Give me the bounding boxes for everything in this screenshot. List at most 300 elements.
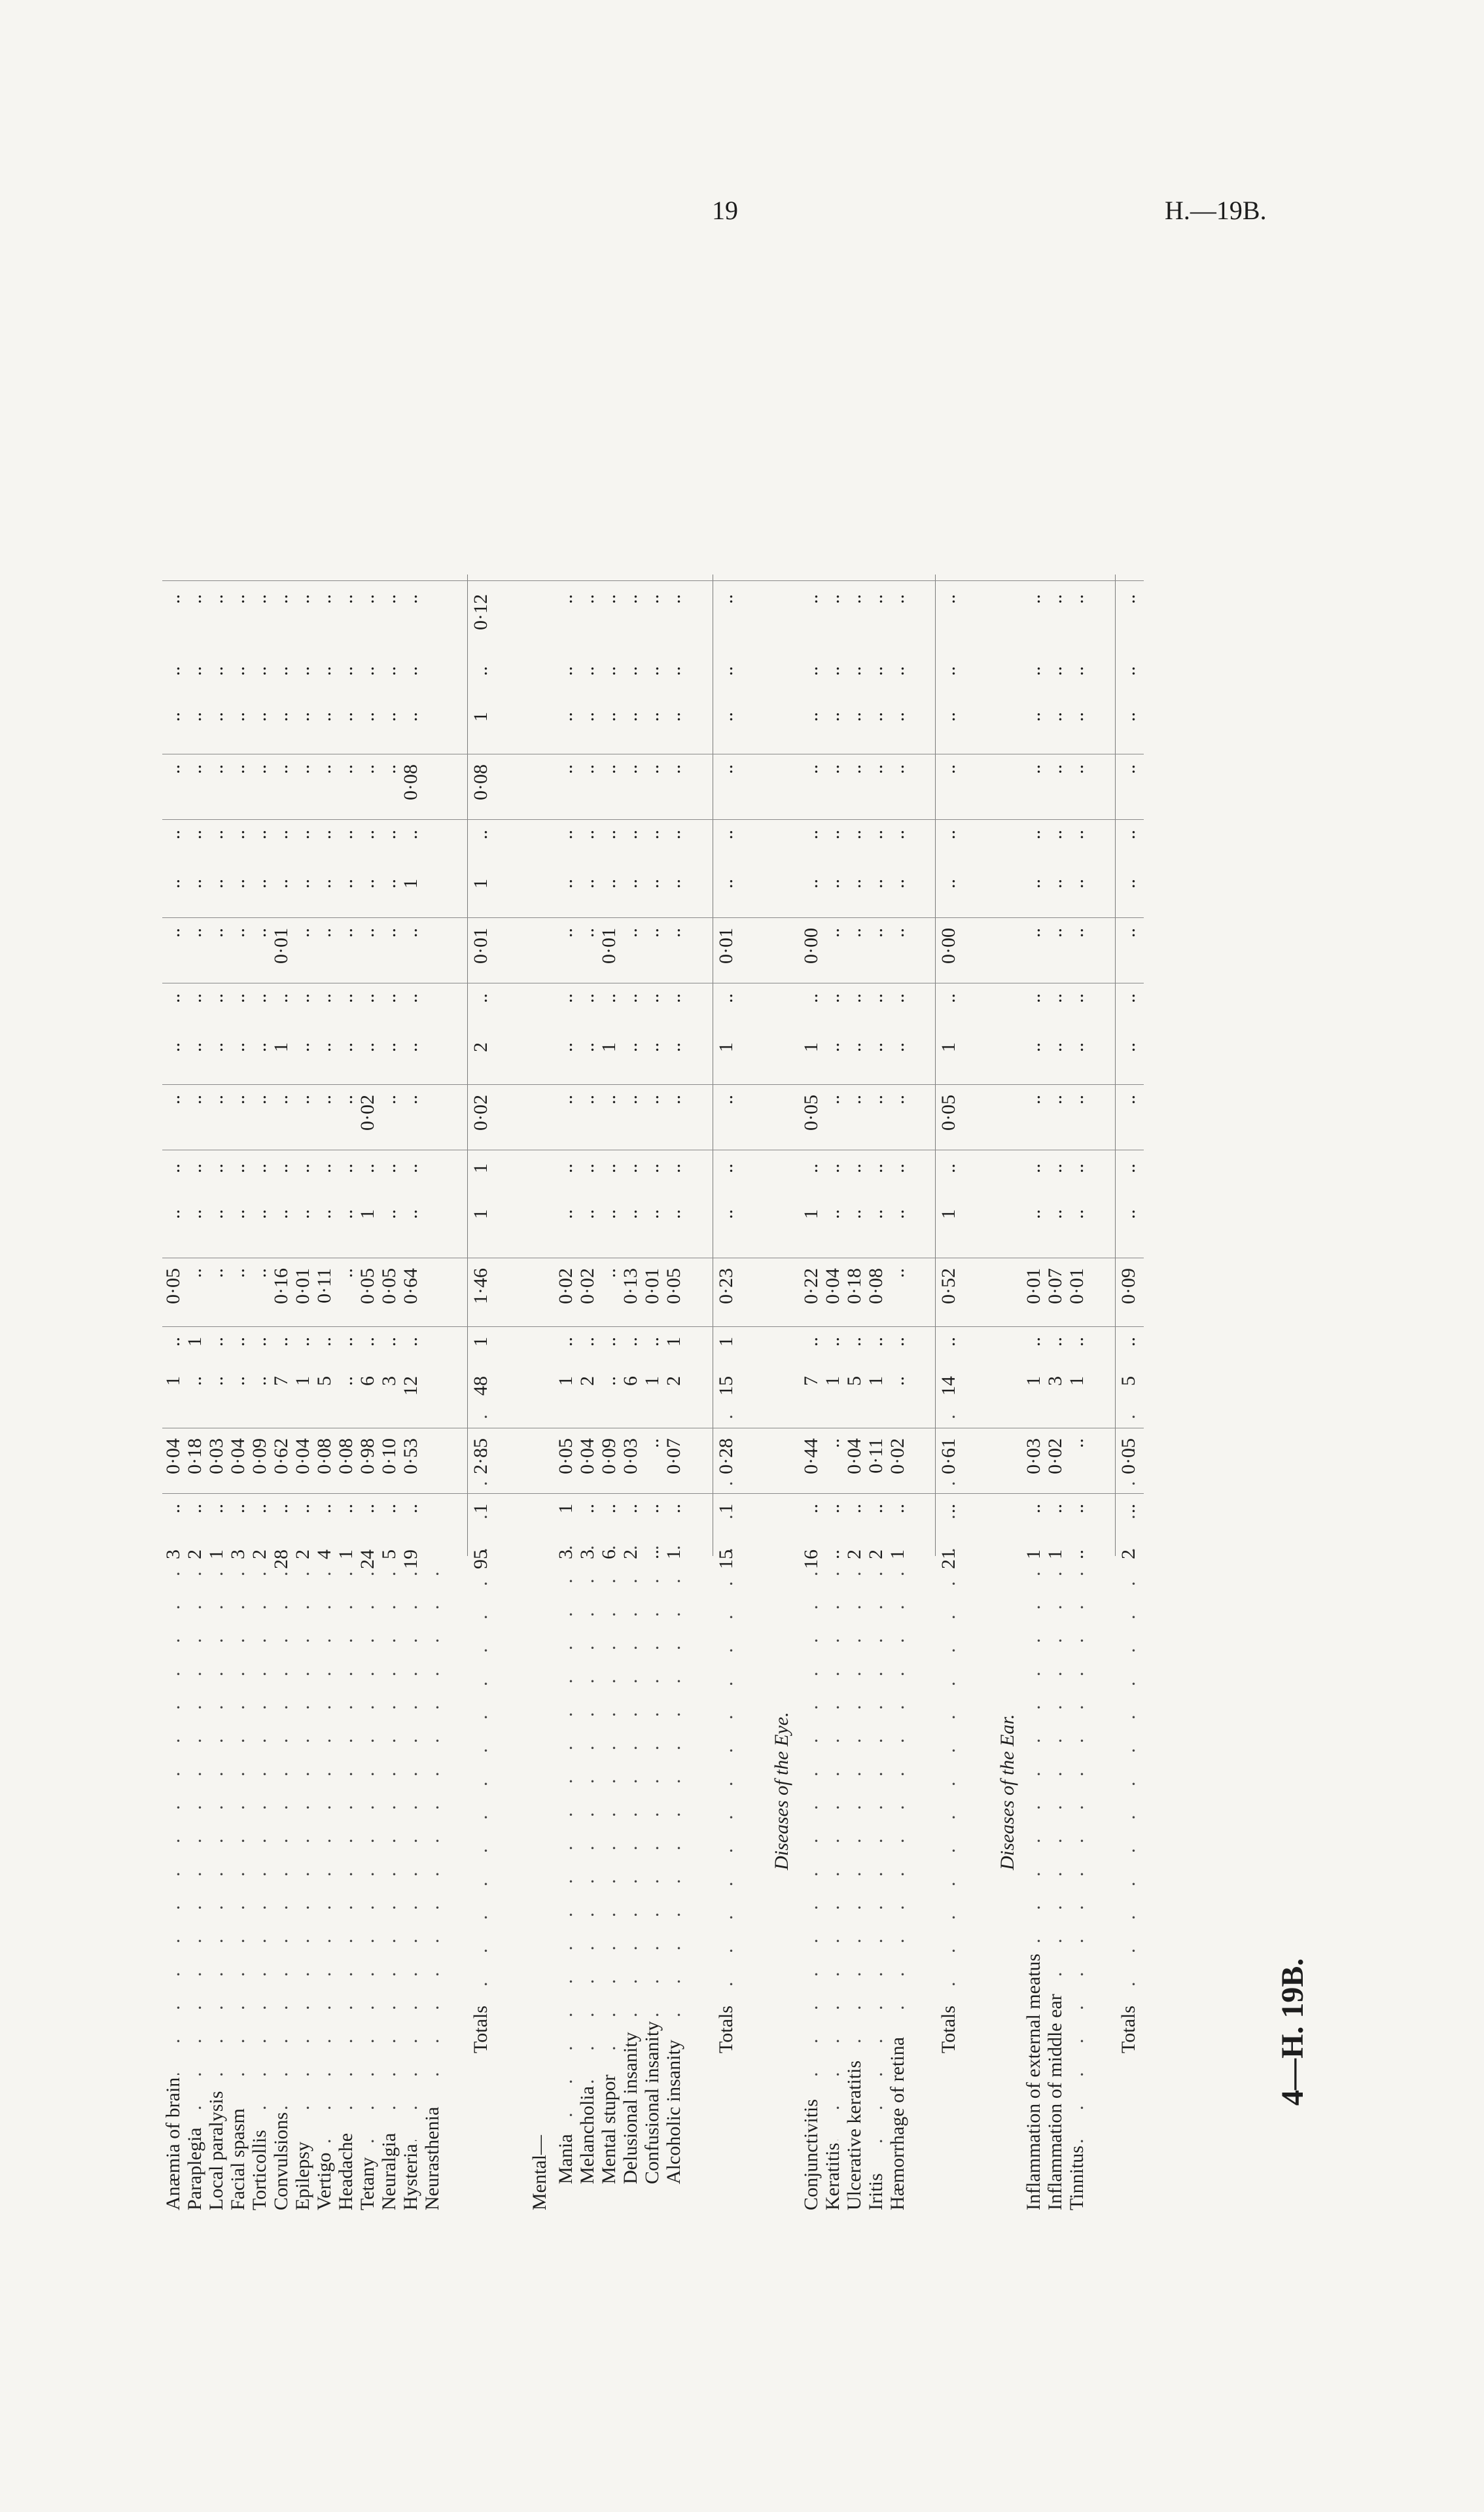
table-cell: .. xyxy=(1023,1337,1044,1347)
table-cell: 1 xyxy=(1066,1376,1087,1386)
table-cell: 0·05 xyxy=(162,1268,184,1304)
table-cell: 0·01 xyxy=(715,928,737,964)
table-cell: .. xyxy=(357,1337,378,1347)
table-cell: .. xyxy=(270,879,292,889)
table-cell: 28 xyxy=(270,1549,292,1569)
row-label xyxy=(313,1569,335,2210)
table-cell: .. xyxy=(663,1504,684,1513)
table-cell: .. xyxy=(1118,666,1139,676)
table-cell: .. xyxy=(1118,712,1139,722)
table-cell: 0·62 xyxy=(270,1438,292,1474)
table-cell: .. xyxy=(715,1163,737,1173)
table-cell: .. xyxy=(1023,1042,1044,1052)
row-label-text: Mental— xyxy=(529,2132,550,2210)
table-cell: 3 xyxy=(378,1376,400,1386)
table-cell: 0·01 xyxy=(292,1268,313,1304)
table-cell: .. xyxy=(227,1209,249,1219)
table-cell: .. xyxy=(335,1268,357,1278)
table-cell: .. xyxy=(292,1209,313,1219)
table-cell: .. xyxy=(1023,1095,1044,1105)
table-cell: .. xyxy=(843,1504,865,1513)
table-cell: .. xyxy=(663,1095,684,1105)
table-cell: .. xyxy=(641,1095,663,1105)
table-cell: .. xyxy=(357,928,378,938)
table-cell: .. xyxy=(938,1163,959,1173)
table-cell: .. xyxy=(1044,928,1066,938)
table-cell: .. xyxy=(313,666,335,676)
table-cell: .. xyxy=(227,928,249,938)
table-cell: .. xyxy=(1118,879,1139,889)
table-cell: .. xyxy=(887,1042,908,1052)
row-label xyxy=(249,1569,270,2210)
table-cell: .. xyxy=(620,1209,641,1219)
table-cell: .. xyxy=(555,928,576,938)
table-cell: 0·04 xyxy=(162,1438,184,1474)
table-cell: .. xyxy=(822,993,843,1003)
table-cell: 0·05 xyxy=(800,1095,822,1131)
table-cell: .. xyxy=(938,1504,959,1513)
table-cell: .. xyxy=(184,1376,205,1386)
row-label-text: Paraplegia xyxy=(184,2125,205,2210)
table-cell: .. xyxy=(335,1504,357,1513)
table-cell: .. xyxy=(1118,830,1139,840)
row-label xyxy=(576,1543,598,2184)
table-cell: .. xyxy=(887,594,908,604)
table-cell: .. xyxy=(938,993,959,1003)
table-cell: .. xyxy=(313,830,335,840)
table-cell: .. xyxy=(162,594,184,604)
table-cell: .. xyxy=(378,712,400,722)
table-cell: .. xyxy=(205,1504,227,1513)
table-cell: .. xyxy=(620,928,641,938)
table-cell: .. xyxy=(249,928,270,938)
table-cell: 0·05 xyxy=(357,1268,378,1304)
table-cell: .. xyxy=(1066,1438,1087,1448)
table-cell: .. xyxy=(1023,1209,1044,1219)
table-cell: 2 xyxy=(843,1549,865,1559)
table-cell: 3 xyxy=(162,1549,184,1559)
table-cell: 21 xyxy=(938,1549,959,1569)
row-label-text: Iritis xyxy=(865,2170,887,2210)
table-cell: 5 xyxy=(1118,1376,1139,1386)
row-label-text: Local paralysis xyxy=(205,2089,227,2210)
table-cell: .. xyxy=(715,879,737,889)
table-cell: .. xyxy=(1118,1504,1139,1513)
table-cell: 14 xyxy=(938,1376,959,1396)
table-cell: .. xyxy=(800,993,822,1003)
table-cell: .. xyxy=(620,879,641,889)
table-cell: .. xyxy=(249,1095,270,1105)
row-label-text: Inflammation of middle ear xyxy=(1044,1991,1066,2210)
table-cell: .. xyxy=(270,993,292,1003)
row-label xyxy=(620,1543,641,2184)
table-cell: .. xyxy=(335,1163,357,1173)
table-cell: 2 xyxy=(865,1549,887,1559)
table-cell: .. xyxy=(555,1163,576,1173)
row-label-text: Tetany xyxy=(357,2155,378,2210)
table-cell: 1 xyxy=(470,879,491,889)
table-cell: .. xyxy=(822,666,843,676)
table-cell: .. xyxy=(313,1163,335,1173)
table-cell: 1 xyxy=(270,1042,292,1052)
table-cell: 5 xyxy=(843,1376,865,1386)
table-cell: .. xyxy=(1066,764,1087,774)
table-cell: .. xyxy=(400,712,421,722)
table-cell: .. xyxy=(1023,830,1044,840)
table-cell: .. xyxy=(663,764,684,774)
table-cell: 0·23 xyxy=(715,1268,737,1304)
table-cell: .. xyxy=(470,830,491,840)
table-cell: .. xyxy=(865,1504,887,1513)
table-cell: .. xyxy=(843,928,865,938)
table-cell: 0·09 xyxy=(249,1438,270,1474)
table-cell: 2 xyxy=(249,1549,270,1559)
table-cell: .. xyxy=(576,1095,598,1105)
table-cell: .. xyxy=(1118,1337,1139,1347)
table-cell: .. xyxy=(184,1268,205,1278)
table-cell: 1 xyxy=(470,712,491,722)
table-cell: .. xyxy=(576,993,598,1003)
table-cell: 1 xyxy=(400,879,421,889)
table-cell: .. xyxy=(822,764,843,774)
table-cell: .. xyxy=(205,879,227,889)
table-cell: .. xyxy=(887,928,908,938)
table-cell: .. xyxy=(184,1095,205,1105)
table-cell: .. xyxy=(162,1504,184,1513)
table-cell: 0·02 xyxy=(887,1438,908,1474)
table-cell: 0·04 xyxy=(292,1438,313,1474)
table-cell: .. xyxy=(313,712,335,722)
row-label-text: Vertigo xyxy=(313,2150,335,2210)
table-cell: .. xyxy=(1044,1163,1066,1173)
table-cell: .. xyxy=(663,879,684,889)
table-cell: 1 xyxy=(1023,1376,1044,1386)
table-cell: 12 xyxy=(400,1376,421,1396)
table-cell: .. xyxy=(1044,1209,1066,1219)
row-label xyxy=(800,1569,822,2210)
table-cell: .. xyxy=(162,1337,184,1347)
table-cell: 1·46 xyxy=(470,1268,491,1304)
table-cell: .. xyxy=(335,830,357,840)
table-cell: .. xyxy=(598,1337,620,1347)
table-cell: .. xyxy=(865,1042,887,1052)
table-cell: .. xyxy=(1023,879,1044,889)
table-cell: .. xyxy=(292,1163,313,1173)
table-cell: 15 xyxy=(715,1549,737,1569)
table-cell: 0·03 xyxy=(205,1438,227,1474)
table-cell: .. xyxy=(1118,1042,1139,1052)
table-cell: .. xyxy=(270,1504,292,1513)
table-cell: 0·08 xyxy=(400,764,421,800)
row-label xyxy=(1066,1569,1087,2210)
table-cell: .. xyxy=(800,1504,822,1513)
row-label xyxy=(641,1543,663,2184)
table-cell: .. xyxy=(822,712,843,722)
table-cell: 0·03 xyxy=(1023,1438,1044,1474)
table-cell: .. xyxy=(335,1376,357,1386)
row-label-text: Facial spasm xyxy=(227,2106,249,2210)
table-cell: .. xyxy=(715,993,737,1003)
table-cell: 2 xyxy=(184,1549,205,1559)
column-rule xyxy=(162,1493,1144,1494)
table-cell: .. xyxy=(162,1095,184,1105)
table-cell: .. xyxy=(227,1337,249,1347)
table-cell: .. xyxy=(378,1337,400,1347)
table-cell: .. xyxy=(162,1209,184,1219)
table-cell: .. xyxy=(620,666,641,676)
table-cell: .. xyxy=(357,1504,378,1513)
table-cell: .. xyxy=(938,594,959,604)
table-cell: .. xyxy=(576,594,598,604)
table-cell: 0·01 xyxy=(270,928,292,964)
table-cell: 5 xyxy=(378,1549,400,1559)
table-cell: .. xyxy=(887,1376,908,1386)
table-cell: .. xyxy=(620,1504,641,1513)
table-cell: 0·52 xyxy=(938,1268,959,1304)
table-cell: 1 xyxy=(205,1549,227,1559)
table-cell: .. xyxy=(205,1095,227,1105)
table-cell: .. xyxy=(1044,712,1066,722)
table-cell: .. xyxy=(162,764,184,774)
table-cell: .. xyxy=(184,928,205,938)
table-cell: 0·08 xyxy=(470,764,491,800)
table-cell: .. xyxy=(205,1042,227,1052)
table-cell: .. xyxy=(620,1095,641,1105)
table-cell: 1 xyxy=(715,1337,737,1347)
table-cell: .. xyxy=(400,1337,421,1347)
rotated-table-region xyxy=(162,247,1310,2210)
table-cell: .. xyxy=(227,1376,249,1386)
table-cell: .. xyxy=(663,993,684,1003)
table-cell: .. xyxy=(292,712,313,722)
row-label-text: Mental stupor xyxy=(598,2072,620,2184)
table-cell: .. xyxy=(205,1209,227,1219)
row-label xyxy=(887,1569,908,2210)
table-cell: .. xyxy=(641,712,663,722)
table-cell: .. xyxy=(205,712,227,722)
totals-rule xyxy=(467,575,468,1556)
row-label xyxy=(663,1543,684,2184)
table-cell: .. xyxy=(184,712,205,722)
table-cell: .. xyxy=(598,594,620,604)
table-cell: .. xyxy=(865,928,887,938)
footer-reference: 4—H. 19B. xyxy=(1275,1958,1310,2106)
table-cell: .. xyxy=(800,712,822,722)
row-label xyxy=(357,1569,378,2210)
table-cell: .. xyxy=(555,1337,576,1347)
row-label-text: Hæmorrhage of retina xyxy=(887,2034,908,2210)
table-cell: .. xyxy=(357,712,378,722)
table-cell: 2 xyxy=(292,1549,313,1559)
table-cell: .. xyxy=(313,993,335,1003)
table-cell: .. xyxy=(843,712,865,722)
table-cell: .. xyxy=(822,1163,843,1173)
table-cell: 0·01 xyxy=(470,928,491,964)
row-label-text: Totals xyxy=(938,2003,959,2053)
table-cell: .. xyxy=(1044,1337,1066,1347)
row-label xyxy=(1023,1569,1044,2210)
table-cell: 0·13 xyxy=(620,1268,641,1304)
table-cell: .. xyxy=(270,1163,292,1173)
row-label-text: Totals xyxy=(470,2003,491,2053)
table-cell: 1 xyxy=(470,1209,491,1219)
table-cell: .. xyxy=(292,666,313,676)
table-cell: 0·05 xyxy=(938,1095,959,1131)
table-cell: .. xyxy=(227,666,249,676)
table-cell: .. xyxy=(865,830,887,840)
table-cell: .. xyxy=(227,879,249,889)
table-cell: .. xyxy=(1066,1209,1087,1219)
table-cell: 0·04 xyxy=(822,1268,843,1304)
table-cell: .. xyxy=(843,1337,865,1347)
table-cell: .. xyxy=(887,712,908,722)
table-cell: .. xyxy=(313,928,335,938)
table-cell: .. xyxy=(1066,1095,1087,1105)
table-cell: .. xyxy=(227,1504,249,1513)
table-cell: .. xyxy=(249,1209,270,1219)
table-cell: .. xyxy=(1066,1504,1087,1513)
table-cell: .. xyxy=(715,1095,737,1105)
table-cell: .. xyxy=(641,993,663,1003)
table-cell: .. xyxy=(184,764,205,774)
row-label xyxy=(555,1543,576,2184)
table-cell: .. xyxy=(663,1209,684,1219)
table-cell: .. xyxy=(576,1337,598,1347)
table-cell: 1 xyxy=(715,1504,737,1513)
table-cell: .. xyxy=(378,1209,400,1219)
row-label-text: Headache xyxy=(335,2131,357,2210)
table-cell: .. xyxy=(378,928,400,938)
table-cell: .. xyxy=(663,594,684,604)
table-cell: .. xyxy=(576,1163,598,1173)
table-cell: .. xyxy=(641,1163,663,1173)
table-cell: .. xyxy=(663,1163,684,1173)
table-cell: 0·02 xyxy=(555,1268,576,1304)
table-cell: .. xyxy=(205,594,227,604)
table-cell: .. xyxy=(205,666,227,676)
row-label-text: Conjunctivitis xyxy=(800,2096,822,2210)
table-cell: .. xyxy=(887,1504,908,1513)
table-cell: 1 xyxy=(1044,1549,1066,1559)
table-cell: 0·11 xyxy=(865,1438,887,1474)
table-cell: .. xyxy=(184,830,205,840)
table-cell: 0·05 xyxy=(378,1268,400,1304)
table-cell: 7 xyxy=(800,1376,822,1386)
table-cell: .. xyxy=(205,1376,227,1386)
table-cell: .. xyxy=(292,928,313,938)
row-label-text: Alcoholic insanity xyxy=(663,2037,684,2184)
table-cell: .. xyxy=(400,830,421,840)
table-cell: .. xyxy=(865,712,887,722)
table-cell: .. xyxy=(598,1504,620,1513)
table-cell: .. xyxy=(313,1209,335,1219)
table-cell: .. xyxy=(865,993,887,1003)
table-cell: .. xyxy=(800,666,822,676)
table-cell: 1 xyxy=(335,1549,357,1559)
table-cell: .. xyxy=(249,1163,270,1173)
table-cell: .. xyxy=(1066,1163,1087,1173)
table-cell: .. xyxy=(162,712,184,722)
table-cell: .. xyxy=(357,879,378,889)
table-cell: .. xyxy=(865,1209,887,1219)
table-cell: .. xyxy=(205,830,227,840)
table-cell: 0·00 xyxy=(938,928,959,964)
row-label xyxy=(227,1569,249,2210)
table-cell: .. xyxy=(620,594,641,604)
table-cell: .. xyxy=(822,1504,843,1513)
table-cell: .. xyxy=(292,993,313,1003)
table-cell: .. xyxy=(270,764,292,774)
table-cell: .. xyxy=(555,594,576,604)
table-cell: .. xyxy=(313,1504,335,1513)
table-cell: .. xyxy=(555,830,576,840)
table-cell: .. xyxy=(162,928,184,938)
table-cell: .. xyxy=(1044,879,1066,889)
table-cell: 0·18 xyxy=(184,1438,205,1474)
table-cell: .. xyxy=(227,712,249,722)
table-cell: .. xyxy=(162,993,184,1003)
table-cell: 0·02 xyxy=(470,1095,491,1131)
table-cell: .. xyxy=(357,594,378,604)
table-cell: .. xyxy=(227,764,249,774)
row-label xyxy=(270,1569,292,2210)
table-cell: .. xyxy=(641,830,663,840)
table-cell: .. xyxy=(822,594,843,604)
table-cell: 7 xyxy=(270,1376,292,1386)
table-cell: .. xyxy=(576,830,598,840)
table-cell: .. xyxy=(400,594,421,604)
table-cell: 0·09 xyxy=(598,1438,620,1474)
table-cell: .. xyxy=(313,594,335,604)
table-cell: .. xyxy=(822,928,843,938)
table-cell: .. xyxy=(555,764,576,774)
table-cell: .. xyxy=(313,1095,335,1105)
table-cell: 3 xyxy=(1044,1376,1066,1386)
table-cell: .. xyxy=(641,1042,663,1052)
row-label-text: Ulcerative keratitis xyxy=(843,2058,865,2210)
table-cell: .. xyxy=(227,1268,249,1278)
table-cell: 1 xyxy=(715,1042,737,1052)
table-cell: .. xyxy=(357,1042,378,1052)
table-cell: .. xyxy=(335,879,357,889)
table-cell: .. xyxy=(249,1504,270,1513)
table-cell: 1 xyxy=(887,1549,908,1559)
row-label-text: Delusional insanity xyxy=(620,2030,641,2184)
table-cell: .. xyxy=(555,993,576,1003)
table-cell: .. xyxy=(335,666,357,676)
row-label xyxy=(997,1229,1018,1870)
table-cell: .. xyxy=(292,1504,313,1513)
table-cell: .. xyxy=(887,666,908,676)
column-rule xyxy=(162,819,1144,820)
row-label-text: Anæmia of brain xyxy=(162,2075,184,2210)
table-cell: .. xyxy=(800,594,822,604)
table-cell: .. xyxy=(400,666,421,676)
table-cell: .. xyxy=(938,764,959,774)
table-cell: 2 xyxy=(470,1042,491,1052)
table-cell: .. xyxy=(249,1268,270,1278)
table-cell: .. xyxy=(205,993,227,1003)
table-cell: .. xyxy=(800,764,822,774)
table-cell: .. xyxy=(822,1095,843,1105)
table-cell: 1 xyxy=(598,1042,620,1052)
table-cell: .. xyxy=(800,879,822,889)
table-cell: .. xyxy=(1118,993,1139,1003)
table-cell: .. xyxy=(184,1504,205,1513)
row-label xyxy=(598,1543,620,2184)
row-label-text: Inflammation of external meatus xyxy=(1023,1951,1044,2210)
table-cell: .. xyxy=(205,1163,227,1173)
